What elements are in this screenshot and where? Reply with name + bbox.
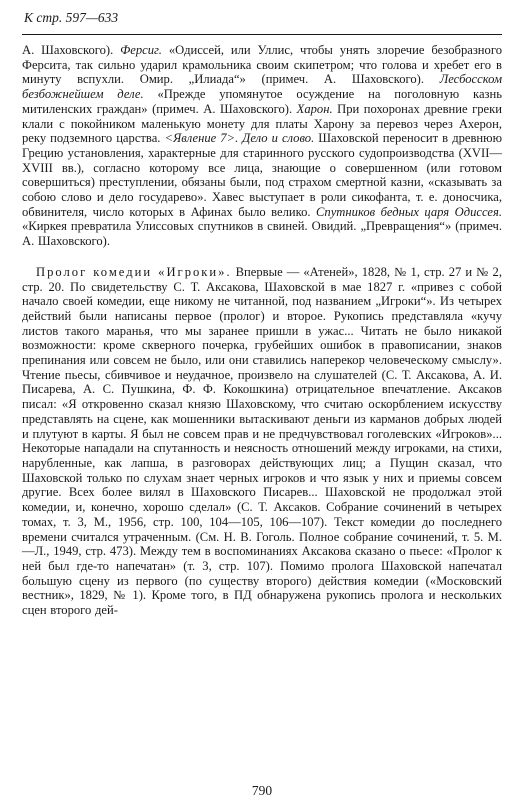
page-number: 790 xyxy=(251,783,273,798)
text-segment: «Прежде упомянутое осуждение на поголовную казнь митиленских граждан» (примеч. А. Шаховского). xyxy=(22,87,503,116)
lemma-charon: Харон. xyxy=(296,101,333,116)
running-head: К стр. 597—633 xyxy=(24,10,119,25)
text-segment: Впервые — «Атеней», 1828, № 1, стр. 27 и № 2, стр. 20. По свидетельству С. Т. Аксакова, Шаховской в мае 1827 г. «привез с собой начало своей комедии, еще никому не читанной, под названием „Игроки“». Из четырех действий были написаны первое (пролог) и второе. Рукопись представляла «кучу листов такого маранья, что мы заранее пришли в ужас... Читать не было никакой возможности: кроме скверного почерка, грубейших ошибок в правописании, знаков препинания или совсем не было, или они ставились наперекор человеческому смыслу». Чтение пьесы, сбивчивое и неудачное, произвело на слушателей (С. Т. Аксакова, А. И. Писарева, А. С. Пушкина, Ф. Ф. Кокошкина) отрицательное впечатление. Аксаков писал: «Я откровенно сказал князю Шаховскому, что считаю оскорблением искусству представлять на сцене, как мошенники вытаскивают деньги из карманов добрых людей и плутуют в карты. Я был не совсем прав и не предчувствовал гоголевских «Игроков»... Некоторые нападали на спутанность и неясность отношений между игроками, на стихи, нарубленные, как лапша, в разговорах действующих лиц; а Пущин сказал, что Шаховской только по слухам знает черных игроков и что язык у них и приемы совсем другие. Всех более вилял в Шаховского Писарев... Шаховской не продолжал этой комедии, и, конечно, хорошо сделал» (С. Т. Аксаков. Собрание сочинений в четырех томах, т. 3, М., 1956, стр. 100, 104—105, 106—107). Текст комедии до последнего времени считался утраченным. (См. Н. В. Гоголь. Полное собрание сочинений, т. 5. М.—Л., 1949, стр. 473). Между тем в воспоминаниях Аксакова сказано о пьесе: «Пролог к ней был где-то напечатан» (т. 3, стр. 107). Помимо пролога Шаховской напечатал большую сцену из первого (по существу второго) действия комедии («Московский вестник», 1829, № 1). Кроме того, в ПД обнаружена рукопись пролога и нескольких сцен второго дей- xyxy=(22,264,502,618)
commentary-paragraph-1 xyxy=(22,43,502,249)
commentary-paragraph-2 xyxy=(22,265,502,618)
text-segment: А. Шаховского). xyxy=(22,43,121,57)
text-segment: Шаховской переносит в древнюю Грецию установления, характерные для старинного русского судопроизводства (XVII—XVIII вв.), согласно которому все лица, знающие о совершенном (или готовом совершиться) преступлении, обязаны были, под страхом смертной казни, «сказывать за собою слово и дело государево». Хавес выступает в роли сикофанта, т. е. доносчика, обвинителя, число которых в Афинах было велико. xyxy=(22,131,502,219)
section-heading-prolog: Пролог комедии «Игроки». xyxy=(36,264,232,279)
text-segment: При похоронах древние греки клали с покойником маленькую монету для платы Харону за перевоз через Ахерон, реку подземного царства. xyxy=(22,101,502,146)
book-page xyxy=(22,10,502,800)
lemma-delo-i-slovo: <Явление 7>. Дело и слово. xyxy=(164,131,315,146)
lemma-sputnikov: Спутников бедных царя Одиссея. xyxy=(316,204,502,219)
text-segment: «Одиссей, или Уллис, чтобы унять злоречие безобразного Ферсита, так сильно ударил крамольника своим скипетром; что голова и хребет его в минуту вспухли. Омир. „Илиада“» (примеч. А. Шаховского). xyxy=(22,43,502,87)
lemma-fersig: Ферсиг. xyxy=(120,43,162,57)
header-rule xyxy=(22,34,502,35)
lemma-lesbos: Лесбосском безбожнейшем деле. xyxy=(22,72,502,102)
text-segment: «Киркея превратила Улиссовых спутников в свиней. Овидий. „Превращения“» (примеч. А. Шаховского). xyxy=(22,219,502,249)
